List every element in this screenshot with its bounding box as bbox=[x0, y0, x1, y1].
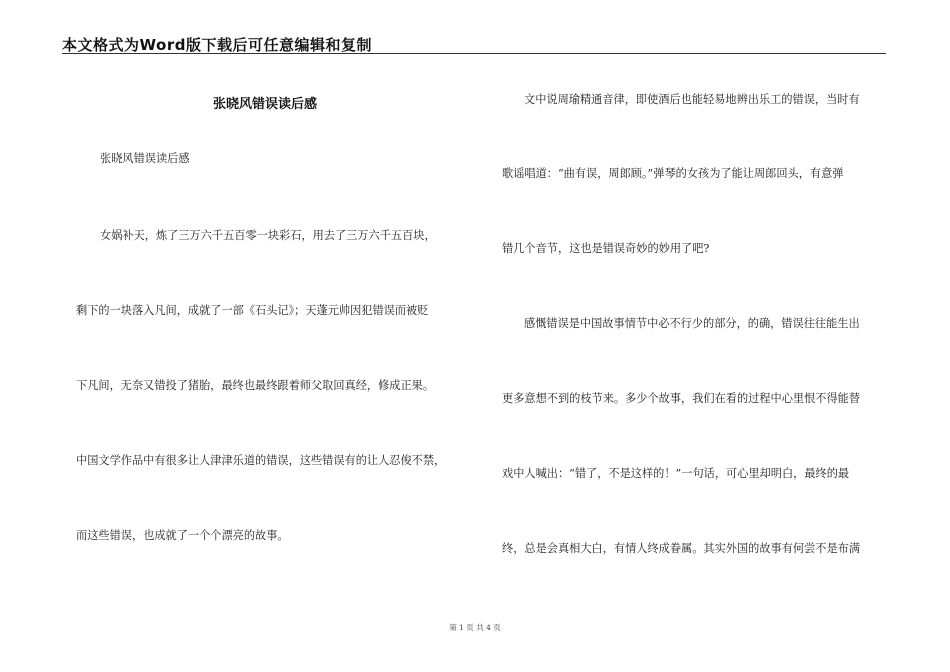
paragraph-line: 女娲补天，炼了三万六千五百零一块彩石，用去了三万六千五百块， bbox=[100, 229, 436, 242]
banner-divider bbox=[62, 53, 886, 54]
paragraph-line: 下凡间，无奈又错投了猪胎，最终也最终跟着师父取回真经，修成正果。 bbox=[76, 379, 435, 392]
paragraph-line: 歌谣唱道：“曲有误，周郎顾。”弹琴的女孩为了能让周郎回头，有意弹 bbox=[502, 167, 844, 180]
paragraph-line: 中国文学作品中有很多让人津津乐道的错误，这些错误有的让人忍俊不禁， bbox=[76, 454, 446, 467]
page-number: 第 1 页 共 4 页 bbox=[449, 623, 501, 632]
paragraph-line: 错几个音节，这也是错误奇妙的妙用了吧? bbox=[502, 242, 710, 255]
paragraph-line: 戏中人喊出：“错了，不是这样的！”一句话，可心里却明白，最终的最 bbox=[502, 467, 850, 480]
paragraph-line: 感慨错误是中国故事情节中必不行少的部分，的确，错误往往能生出 bbox=[524, 317, 860, 330]
banner-text: 本文格式为Word版下载后可任意编辑和复制 bbox=[62, 36, 372, 54]
document-title: 张晓风错误读后感 bbox=[212, 97, 317, 112]
paragraph-line: 更多意想不到的枝节来。多少个故事，我们在看的过程中心里恨不得能替 bbox=[502, 392, 861, 405]
paragraph-line: 而这些错误，也成就了一个个漂亮的故事。 bbox=[76, 529, 289, 542]
paragraph-line: 文中说周瑜精通音律，即使酒后也能轻易地辨出乐工的错误，当时有 bbox=[524, 93, 860, 106]
paragraph-line: 张晓风错误读后感 bbox=[100, 152, 190, 165]
paragraph-line: 剩下的一块落入凡间，成就了一部《石头记》；天蓬元帅因犯错误而被贬 bbox=[76, 304, 429, 317]
paragraph-line: 终，总是会真相大白，有情人终成眷属。其实外国的故事有何尝不是布满 bbox=[502, 542, 861, 555]
